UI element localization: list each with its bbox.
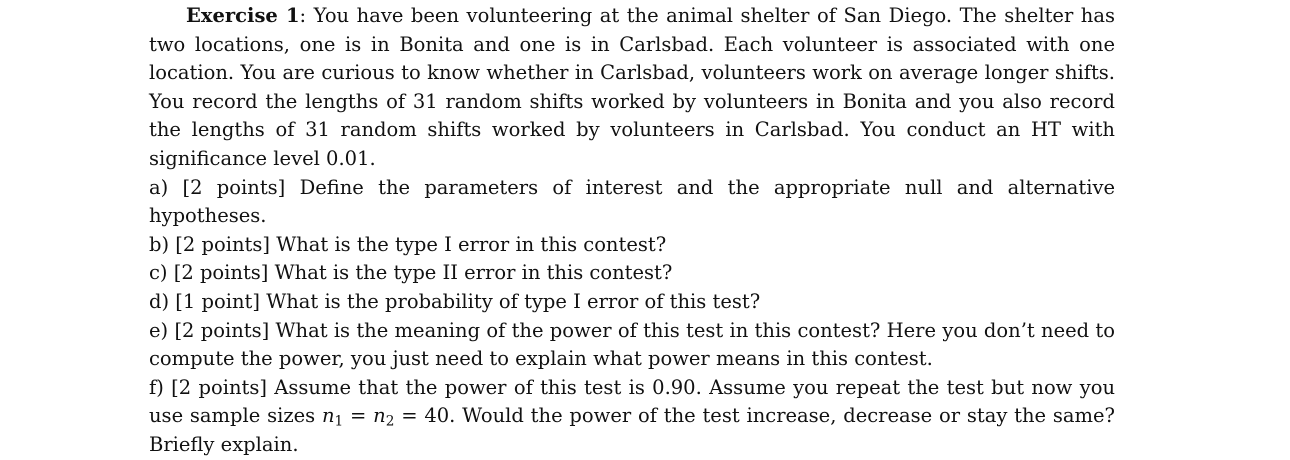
question-text: What is the type II error in this contest? xyxy=(274,261,673,285)
math-value: 40. xyxy=(424,404,456,428)
math-var-n1: n xyxy=(321,404,335,428)
question-text-after: Would the power of the test increase, decrease or stay the same? Briefly explain. xyxy=(149,404,1115,456)
question-points: [2 points] xyxy=(171,375,267,399)
question-e xyxy=(149,317,1115,374)
math-sub-1: 1 xyxy=(334,413,344,430)
question-b xyxy=(149,231,1115,260)
math-term-n2 xyxy=(373,404,395,430)
question-label: a) xyxy=(149,175,169,199)
question-points: [2 points] xyxy=(182,175,286,199)
math-equals-1: = xyxy=(350,404,367,428)
question-label: f) xyxy=(149,375,164,399)
question-label: c) xyxy=(149,261,168,285)
question-points: [2 points] xyxy=(173,261,269,285)
question-label: e) xyxy=(149,318,169,342)
question-a xyxy=(149,174,1115,231)
question-d xyxy=(149,288,1115,317)
question-text: What is the probability of type I error of this test? xyxy=(266,289,761,313)
question-text: What is the type I error in this contest? xyxy=(276,232,667,256)
question-points: [2 points] xyxy=(175,232,270,256)
exercise-document xyxy=(149,2,1115,460)
question-f xyxy=(149,374,1115,460)
sample-size-equation xyxy=(321,404,344,430)
exercise-intro xyxy=(149,2,1115,174)
math-var-n2: n xyxy=(373,404,386,428)
question-text: Define the parameters of interest and the appropriate null and alternative hypotheses. xyxy=(149,175,1116,228)
question-c xyxy=(149,259,1115,288)
question-text-before: Assume that the power of this test is 0.90. Assume you repeat the test but now you use sample sizes xyxy=(149,375,1116,428)
question-points: [2 points] xyxy=(174,318,270,342)
math-equals-2: = xyxy=(401,404,418,428)
exercise-title-colon: : xyxy=(299,4,314,27)
exercise-title: Exercise 1 xyxy=(186,4,300,27)
question-label: b) xyxy=(149,232,170,256)
question-label: d) xyxy=(149,289,170,313)
question-points: [1 point] xyxy=(175,289,260,313)
exercise-intro-text: You have been volunteering at the animal shelter of San Diego. The shelter has two locations, one is in Bonita and one is in Carlsbad. Each volunteer is associated with one location. You are curious to know whether in Carlsbad, volunteers work on average longer shifts. You record the lengths of 31 random shifts worked by volunteers in Bonita and you also record the lengths of 31 random shifts worked by volunteers in Carlsbad. You conduct an HT with significance level 0.01. xyxy=(149,4,1115,170)
question-text: What is the meaning of the power of this test in this contest? Here you don’t need to compute the power, you just need to explain what power means in this contest. xyxy=(149,318,1115,371)
math-sub-2: 2 xyxy=(385,413,395,430)
